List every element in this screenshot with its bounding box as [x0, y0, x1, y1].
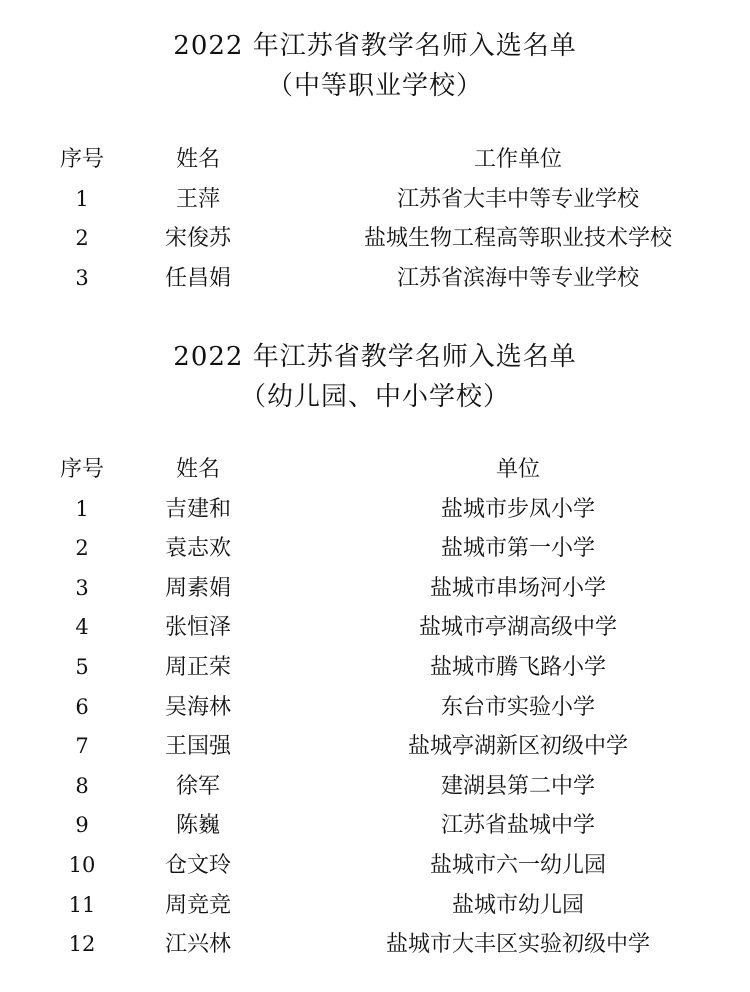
section1-title-line2: （中等职业学校）: [266, 71, 483, 101]
row-no: 11: [68, 892, 96, 917]
section1-table: [0, 140, 750, 298]
row-unit: 盐城亭湖新区初级中学: [407, 734, 628, 760]
table-row: [0, 886, 750, 926]
section1-title-line1: 2022 年江苏省教学名师入选名单: [173, 31, 577, 61]
row-no: 1: [75, 186, 89, 211]
row-name: 江兴林: [164, 932, 231, 958]
table-row: [0, 569, 750, 609]
row-unit: 江苏省滨海中等专业学校: [396, 265, 639, 291]
row-no: 2: [75, 226, 89, 251]
row-no: 2: [75, 536, 89, 561]
section2-title-line2: （幼儿园、中小学校）: [239, 382, 510, 412]
row-unit: 江苏省盐城中学: [440, 813, 595, 839]
row-no: 7: [75, 734, 89, 759]
table-row: [0, 608, 750, 648]
row-no: 8: [75, 773, 89, 798]
row-name: 徐军: [175, 773, 220, 799]
header-unit: 工作单位: [473, 147, 562, 172]
row-no: 3: [75, 575, 89, 600]
row-no: 3: [75, 265, 89, 290]
header-name: 姓名: [175, 147, 220, 172]
row-name: 仓文玲: [164, 852, 231, 878]
section2-header-row: [0, 450, 750, 490]
row-name: 任昌娟: [164, 265, 231, 291]
row-name: 王萍: [175, 186, 220, 212]
header-no: 序号: [59, 147, 104, 172]
row-unit: 东台市实验小学: [440, 694, 595, 720]
header-unit: 单位: [495, 457, 540, 482]
table-row: [0, 490, 750, 530]
row-unit: 盐城市步凤小学: [440, 496, 595, 522]
row-no: 6: [75, 694, 89, 719]
row-no: 5: [75, 654, 89, 679]
row-unit: 盐城市六一幼儿园: [429, 852, 606, 878]
section1-header-row: [0, 140, 750, 180]
section2-table: [0, 450, 750, 965]
row-no: 1: [75, 496, 89, 521]
header-no: 序号: [59, 457, 104, 482]
table-row: [0, 767, 750, 807]
row-name: 张恒泽: [164, 615, 231, 641]
row-unit: 江苏省大丰中等专业学校: [396, 186, 639, 212]
table-row: [0, 806, 750, 846]
row-no: 4: [75, 615, 89, 640]
row-unit: 盐城市第一小学: [440, 536, 595, 562]
row-name: 吉建和: [164, 496, 231, 522]
section2-title-line1: 2022 年江苏省教学名师入选名单: [173, 342, 577, 372]
row-unit: 盐城市大丰区实验初级中学: [385, 932, 650, 958]
row-no: 9: [75, 813, 89, 838]
row-name: 吴海林: [164, 694, 231, 720]
row-unit: 盐城市腾飞路小学: [429, 654, 606, 680]
row-name: 周正荣: [164, 654, 231, 680]
table-row: [0, 846, 750, 886]
header-name: 姓名: [175, 457, 220, 482]
table-row: [0, 259, 750, 299]
table-row: [0, 180, 750, 220]
row-unit: 盐城市亭湖高级中学: [418, 615, 617, 641]
section1-title: [0, 26, 750, 106]
row-no: 10: [68, 852, 96, 877]
table-row: [0, 648, 750, 688]
row-unit: 建湖县第二中学: [440, 773, 595, 799]
row-unit: 盐城市串场河小学: [429, 575, 606, 601]
table-row: [0, 727, 750, 767]
row-name: 陈巍: [175, 813, 220, 839]
row-name: 袁志欢: [164, 536, 231, 562]
row-unit: 盐城生物工程高等职业技术学校: [363, 226, 672, 252]
table-row: [0, 688, 750, 728]
row-name: 王国强: [164, 734, 231, 760]
section2-title: [0, 337, 750, 417]
table-row: [0, 925, 750, 965]
row-name: 周素娟: [164, 575, 231, 601]
row-unit: 盐城市幼儿园: [451, 892, 584, 918]
row-no: 12: [68, 932, 96, 957]
row-name: 周竞竞: [164, 892, 231, 918]
row-name: 宋俊苏: [164, 226, 231, 252]
table-row: [0, 219, 750, 259]
table-row: [0, 529, 750, 569]
